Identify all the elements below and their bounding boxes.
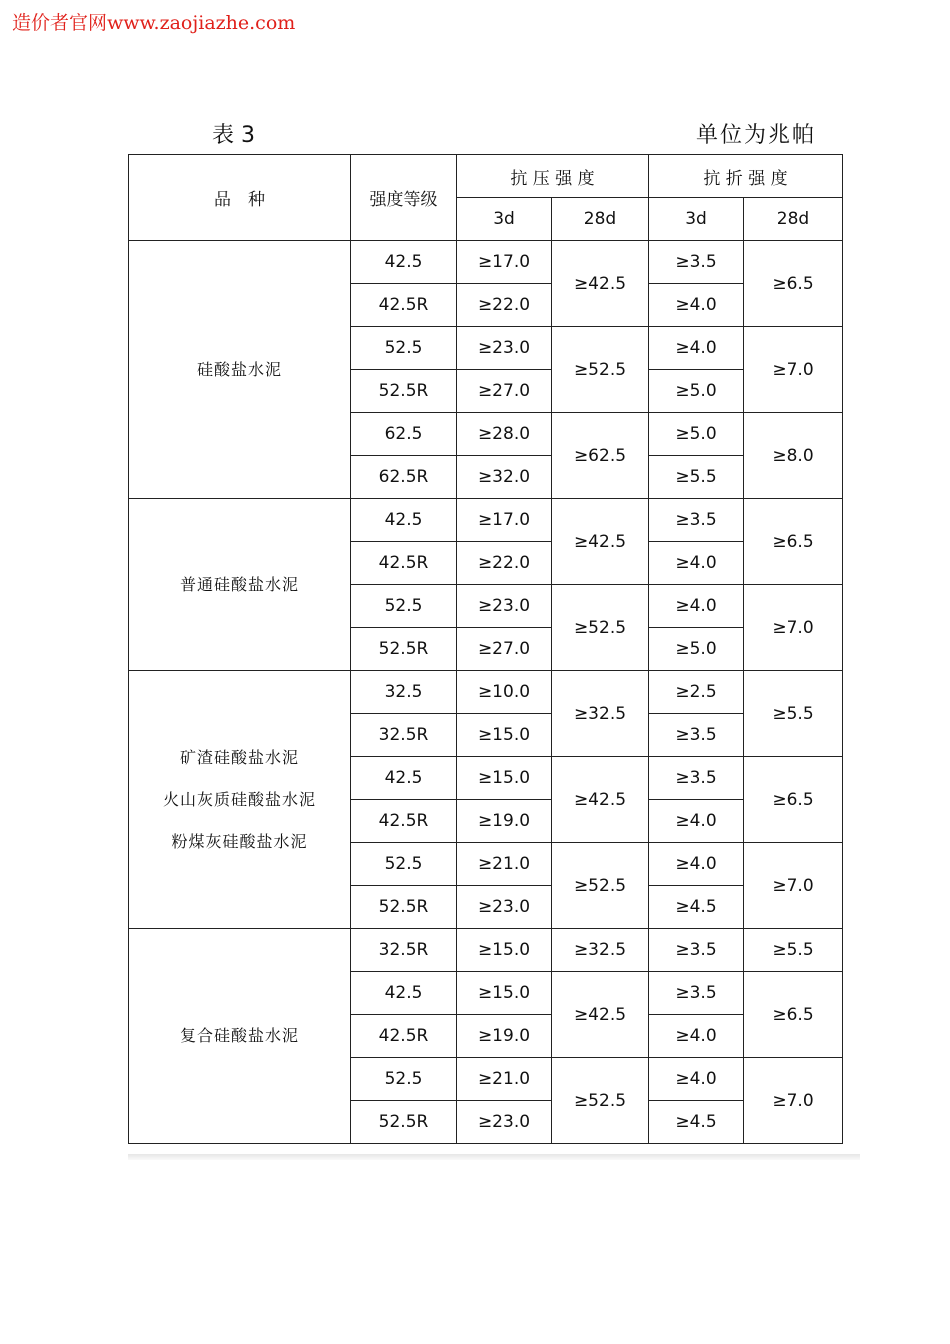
variety-cell <box>129 499 351 671</box>
flexural-3d-cell: ≥3.5 <box>649 499 744 542</box>
compressive-28d-cell: ≥42.5 <box>552 757 649 843</box>
unit-label: 单位为兆帕 <box>695 123 816 148</box>
table-row <box>129 671 843 714</box>
compressive-3d-cell: ≥19.0 <box>457 800 552 843</box>
grade-cell: 52.5R <box>351 370 457 413</box>
variety-cell <box>129 929 351 1144</box>
compressive-28d-cell: ≥52.5 <box>552 843 649 929</box>
header-compressive: 抗 压 强 度 <box>457 155 649 198</box>
flexural-3d-cell: ≥2.5 <box>649 671 744 714</box>
grade-cell: 42.5 <box>351 757 457 800</box>
compressive-3d-cell: ≥28.0 <box>457 413 552 456</box>
grade-cell: 42.5R <box>351 1015 457 1058</box>
compressive-3d-cell: ≥15.0 <box>457 972 552 1015</box>
grade-cell: 42.5R <box>351 542 457 585</box>
compressive-3d-cell: ≥22.0 <box>457 284 552 327</box>
flexural-28d-cell: ≥7.0 <box>744 843 843 929</box>
flexural-3d-cell: ≥3.5 <box>649 972 744 1015</box>
compressive-3d-cell: ≥15.0 <box>457 757 552 800</box>
flexural-3d-cell: ≥4.0 <box>649 284 744 327</box>
variety-cell <box>129 241 351 499</box>
compressive-28d-cell: ≥32.5 <box>552 671 649 757</box>
compressive-3d-cell: ≥32.0 <box>457 456 552 499</box>
compressive-3d-cell: ≥19.0 <box>457 1015 552 1058</box>
variety-name: 复合硅酸盐水泥 <box>179 1026 299 1045</box>
flexural-28d-cell: ≥5.5 <box>744 929 843 972</box>
header-flexural-3d: 3d <box>649 198 744 241</box>
variety-name: 火山灰质硅酸盐水泥 <box>162 789 316 809</box>
grade-cell: 62.5R <box>351 456 457 499</box>
compressive-3d-cell: ≥15.0 <box>457 929 552 972</box>
flexural-28d-cell: ≥7.0 <box>744 1058 843 1144</box>
compressive-3d-cell: ≥27.0 <box>457 370 552 413</box>
compressive-28d-cell: ≥42.5 <box>552 972 649 1058</box>
flexural-3d-cell: ≥3.5 <box>649 929 744 972</box>
grade-cell: 52.5R <box>351 886 457 929</box>
variety-name: 粉煤灰硅酸盐水泥 <box>171 831 308 851</box>
flexural-28d-cell: ≥8.0 <box>744 413 843 499</box>
flexural-28d-cell: ≥5.5 <box>744 671 843 757</box>
compressive-3d-cell: ≥21.0 <box>457 1058 552 1101</box>
compressive-3d-cell: ≥23.0 <box>457 585 552 628</box>
flexural-3d-cell: ≥3.5 <box>649 757 744 800</box>
compressive-28d-cell: ≥52.5 <box>552 327 649 413</box>
grade-cell: 32.5 <box>351 671 457 714</box>
flexural-3d-cell: ≥4.0 <box>649 843 744 886</box>
flexural-3d-cell: ≥4.5 <box>649 886 744 929</box>
flexural-28d-cell: ≥6.5 <box>744 241 843 327</box>
compressive-3d-cell: ≥23.0 <box>457 1101 552 1144</box>
flexural-3d-cell: ≥4.0 <box>649 585 744 628</box>
grade-cell: 42.5 <box>351 499 457 542</box>
grade-cell: 52.5R <box>351 1101 457 1144</box>
variety-name: 硅酸盐水泥 <box>196 359 282 379</box>
flexural-28d-cell: ≥7.0 <box>744 327 843 413</box>
grade-cell: 32.5R <box>351 714 457 757</box>
flexural-3d-cell: ≥3.5 <box>649 241 744 284</box>
site-watermark: 造价者官网www.zaojiazhe.com <box>12 12 296 34</box>
variety-name: 普通硅酸盐水泥 <box>179 574 299 594</box>
compressive-28d-cell: ≥32.5 <box>552 929 649 972</box>
flexural-3d-cell: ≥4.0 <box>649 1058 744 1101</box>
table-row <box>129 241 843 284</box>
compressive-28d-cell: ≥52.5 <box>552 585 649 671</box>
grade-cell: 52.5 <box>351 585 457 628</box>
table-body <box>129 241 843 1144</box>
grade-cell: 42.5R <box>351 800 457 843</box>
header-compressive-3d: 3d <box>457 198 552 241</box>
flexural-28d-cell: ≥6.5 <box>744 757 843 843</box>
compressive-3d-cell: ≥27.0 <box>457 628 552 671</box>
compressive-3d-cell: ≥17.0 <box>457 499 552 542</box>
compressive-3d-cell: ≥23.0 <box>457 327 552 370</box>
table-row <box>129 499 843 542</box>
variety-cell <box>129 671 351 929</box>
header-compressive-28d: 28d <box>552 198 649 241</box>
flexural-3d-cell: ≥5.5 <box>649 456 744 499</box>
grade-cell: 42.5 <box>351 241 457 284</box>
grade-cell: 62.5 <box>351 413 457 456</box>
grade-cell: 42.5 <box>351 972 457 1015</box>
compressive-3d-cell: ≥17.0 <box>457 241 552 284</box>
table-number: 表 3 <box>212 123 255 148</box>
compressive-3d-cell: ≥23.0 <box>457 886 552 929</box>
grade-cell: 52.5R <box>351 628 457 671</box>
header-grade: 强度等级 <box>351 155 457 241</box>
flexural-3d-cell: ≥5.0 <box>649 628 744 671</box>
flexural-3d-cell: ≥3.5 <box>649 714 744 757</box>
variety-name: 矿渣硅酸盐水泥 <box>179 747 299 767</box>
cement-strength-table <box>128 154 843 1144</box>
compressive-3d-cell: ≥21.0 <box>457 843 552 886</box>
compressive-28d-cell: ≥62.5 <box>552 413 649 499</box>
compressive-3d-cell: ≥10.0 <box>457 671 552 714</box>
flexural-28d-cell: ≥6.5 <box>744 499 843 585</box>
header-variety: 品 种 <box>129 155 351 241</box>
grade-cell: 52.5 <box>351 327 457 370</box>
flexural-3d-cell: ≥4.5 <box>649 1101 744 1144</box>
grade-cell: 52.5 <box>351 843 457 886</box>
compressive-28d-cell: ≥42.5 <box>552 499 649 585</box>
table-row <box>129 929 843 972</box>
grade-cell: 42.5R <box>351 284 457 327</box>
flexural-28d-cell: ≥6.5 <box>744 972 843 1058</box>
compressive-3d-cell: ≥15.0 <box>457 714 552 757</box>
flexural-3d-cell: ≥4.0 <box>649 327 744 370</box>
flexural-3d-cell: ≥4.0 <box>649 1015 744 1058</box>
flexural-28d-cell: ≥7.0 <box>744 585 843 671</box>
table-shadow <box>128 1154 860 1160</box>
header-flexural-28d: 28d <box>744 198 843 241</box>
grade-cell: 52.5 <box>351 1058 457 1101</box>
flexural-3d-cell: ≥4.0 <box>649 542 744 585</box>
compressive-28d-cell: ≥52.5 <box>552 1058 649 1144</box>
compressive-28d-cell: ≥42.5 <box>552 241 649 327</box>
flexural-3d-cell: ≥4.0 <box>649 800 744 843</box>
flexural-3d-cell: ≥5.0 <box>649 413 744 456</box>
flexural-3d-cell: ≥5.0 <box>649 370 744 413</box>
compressive-3d-cell: ≥22.0 <box>457 542 552 585</box>
grade-cell: 32.5R <box>351 929 457 972</box>
header-flexural: 抗 折 强 度 <box>649 155 843 198</box>
